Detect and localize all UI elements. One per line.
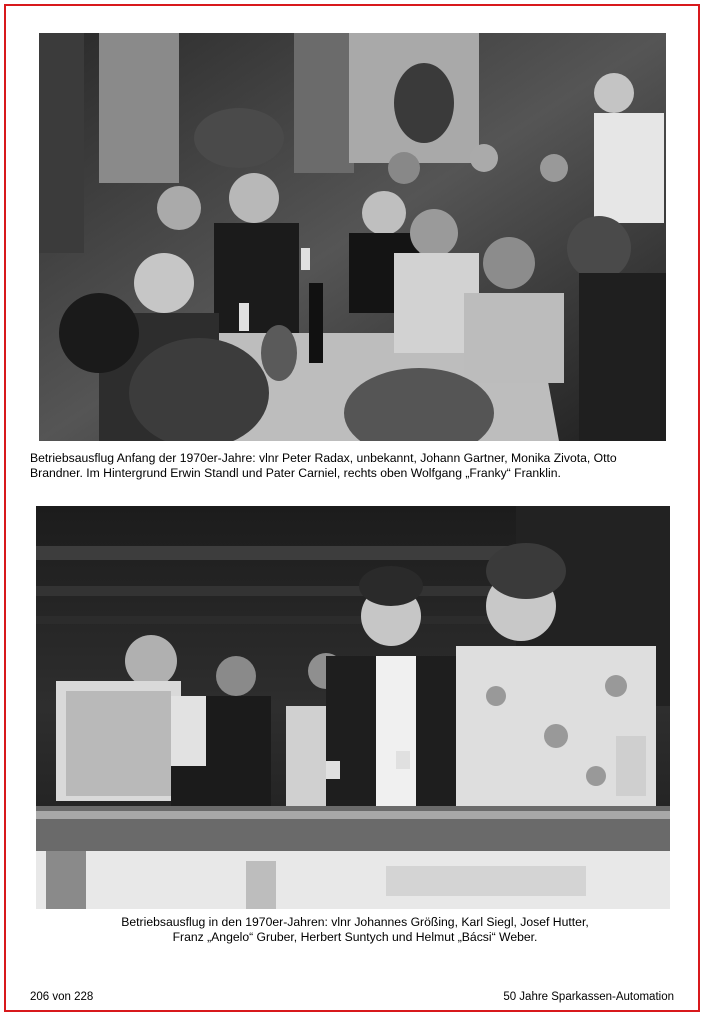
page-number: 206 von 228 — [30, 991, 94, 1003]
caption-1-line-2: Brandner. Im Hintergrund Erwin Standl und Pater Carniel, rechts oben Wolfgang „Franky“ Franklin. — [30, 466, 561, 480]
caption-2-line-1: Betriebsausflug in den 1970er-Jahren: vlnr Johannes Größing, Karl Siegl, Josef Hutter, — [121, 915, 589, 929]
photo-caption-1 — [30, 451, 680, 481]
photo-bar-group — [36, 506, 670, 909]
caption-2-line-2: Franz „Angelo“ Gruber, Herbert Suntych und Helmut „Bácsi“ Weber. — [172, 930, 538, 944]
caption-1-line-1: Betriebsausflug Anfang der 1970er-Jahre: vlnr Peter Radax, unbekannt, Johann Gartner, Monika Zivota, Otto — [30, 451, 617, 465]
photo-caption-2 — [30, 915, 680, 945]
photo-table-group — [39, 33, 666, 441]
book-title: 50 Jahre Sparkassen-Automation — [503, 991, 674, 1003]
